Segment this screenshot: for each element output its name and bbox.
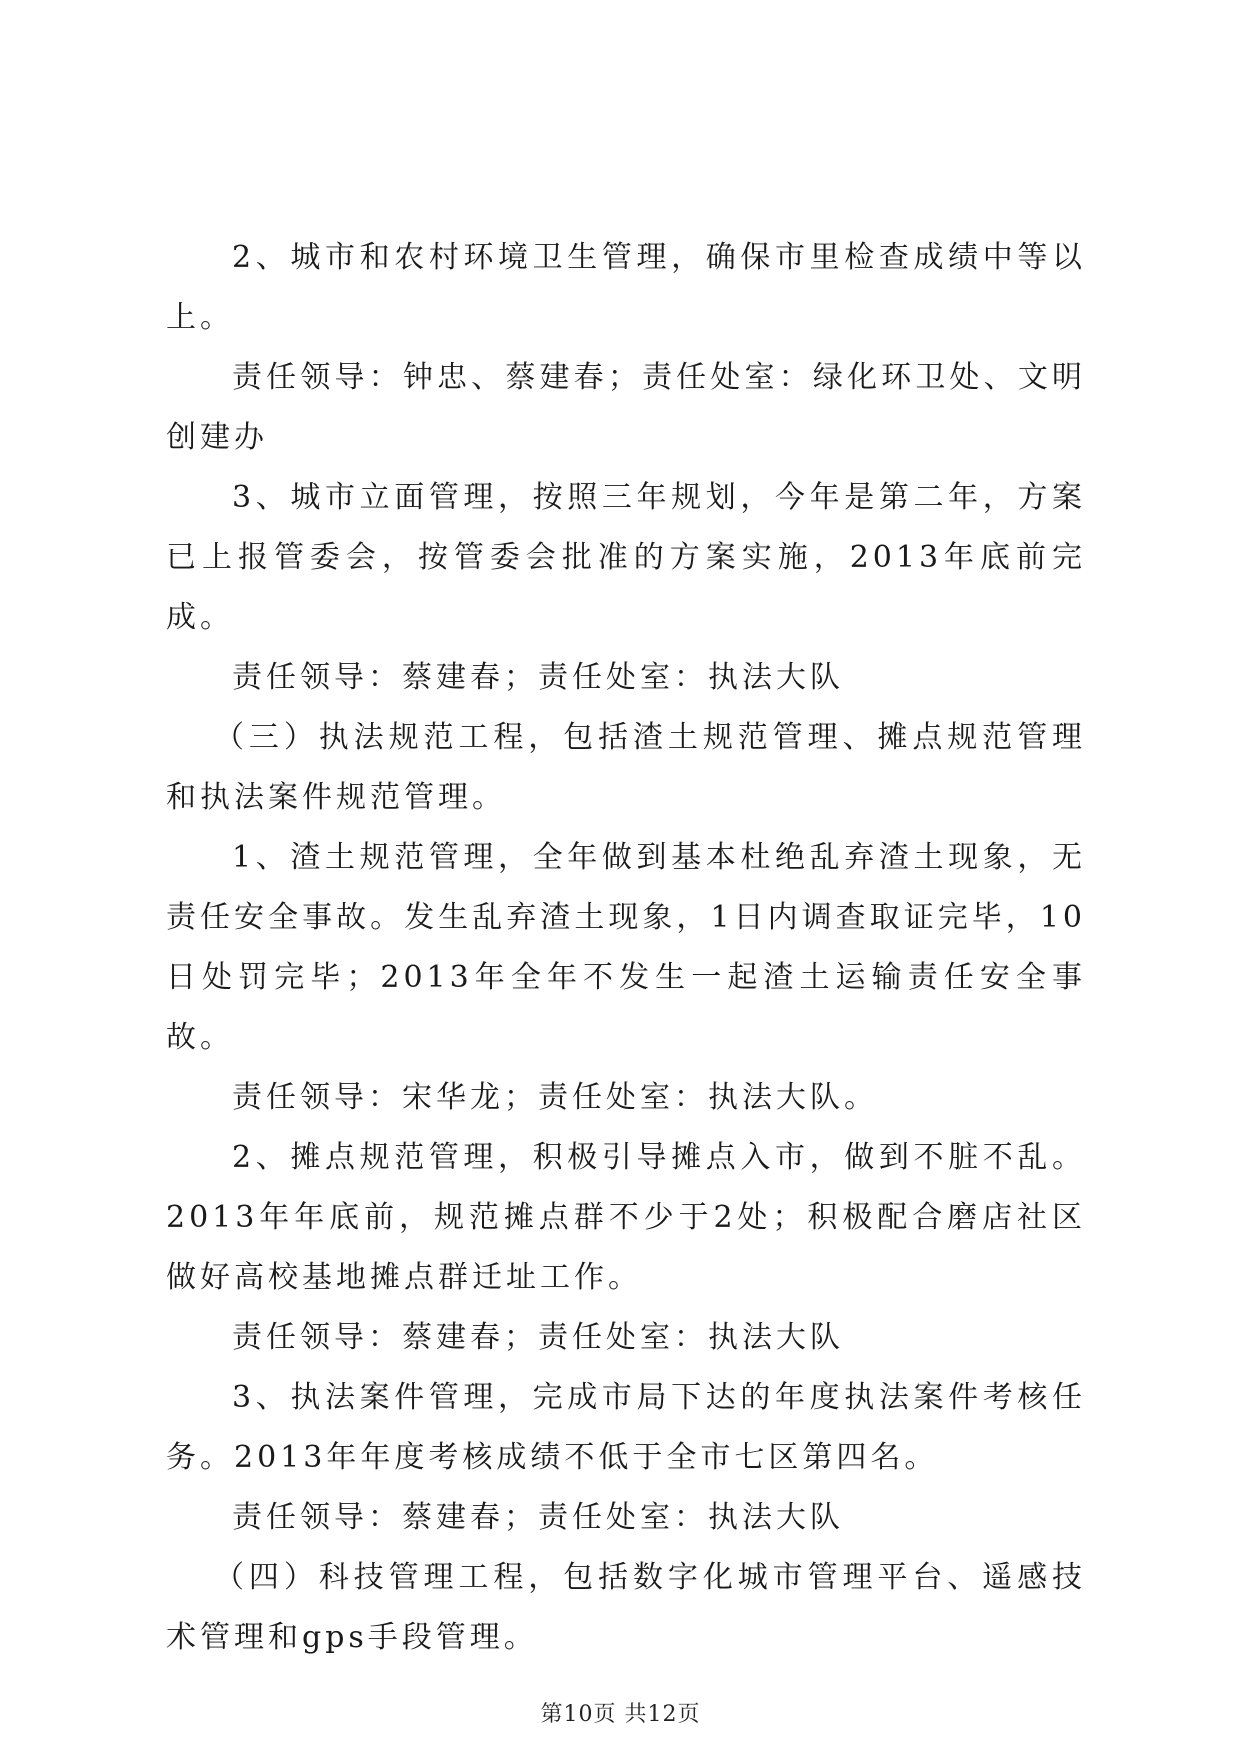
paragraph-responsibility-4: 责任领导：蔡建春；责任处室：执法大队 — [232, 1320, 844, 1355]
paragraph-facade-management: 3、城市立面管理，按照三年规划，今年是第二年，方案已上报管委会，按管委会批准的方案实施，2013年底前完成。 — [166, 480, 1086, 635]
section-heading-technology: （四）科技管理工程，包括数字化城市管理平台、遥感技术管理和gps手段管理。 — [166, 1560, 1086, 1655]
paragraph-responsibility-3: 责任领导：宋华龙；责任处室：执法大队。 — [232, 1080, 878, 1115]
paragraph-muck-management: 1、渣土规范管理，全年做到基本杜绝乱弃渣土现象，无责任安全事故。发生乱弃渣土现象，1日内调查取证完毕，10日处罚完毕；2013年全年不发生一起渣土运输责任安全事故。 — [166, 840, 1086, 1055]
section-heading-enforcement: （三）执法规范工程，包括渣土规范管理、摊点规范管理和执法案件规范管理。 — [166, 720, 1086, 815]
paragraph-env-sanitation: 2、城市和农村环境卫生管理，确保市里检查成绩中等以上。 — [166, 240, 1086, 335]
paragraph-responsibility-5: 责任领导：蔡建春；责任处室：执法大队 — [232, 1500, 844, 1535]
paragraph-case-management: 3、执法案件管理，完成市局下达的年度执法案件考核任务。2013年年度考核成绩不低于全市七区第四名。 — [166, 1380, 1086, 1475]
paragraph-stall-management: 2、摊点规范管理，积极引导摊点入市，做到不脏不乱。2013年年底前，规范摊点群不少于2处；积极配合磨店社区做好高校基地摊点群迁址工作。 — [166, 1140, 1086, 1295]
document-body — [166, 228, 1086, 1668]
paragraph-responsibility-1: 责任领导：钟忠、蔡建春；责任处室：绿化环卫处、文明创建办 — [166, 360, 1086, 455]
page-number: 第10页 共12页 — [540, 1702, 701, 1727]
paragraph-responsibility-2: 责任领导：蔡建春；责任处室：执法大队 — [232, 660, 844, 695]
